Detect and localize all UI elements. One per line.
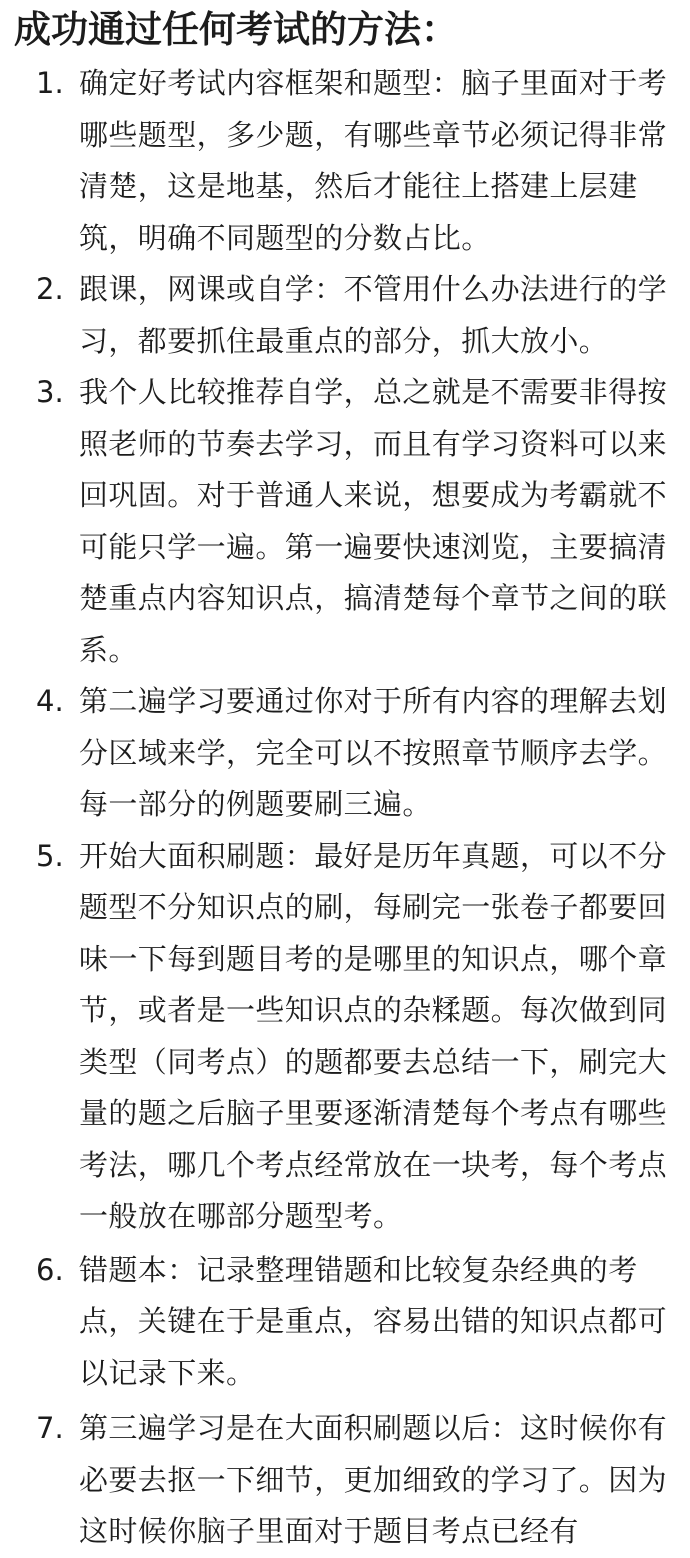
list-item [36,676,680,831]
list-item-text: 第三遍学习是在大面积刷题以后：这时候你有必要去抠一下细节，更加细致的学习了。因为这时候你脑子里面对于题目考点已经有 [79,1411,668,1548]
list-item-number: 5. [36,838,64,873]
list-item-text: 我个人比较推荐自学，总之就是不需要非得按照老师的节奏去学习，而且有学习资料可以来回巩固。对于普通人来说，想要成为考霸就不可能只学一遍。第一遍要快速浏览，主要搞清楚重点内容知识点，搞清楚每个章节之间的联系。 [79,375,668,667]
list-item-number: 3. [36,375,64,409]
list-item-text: 开始大面积刷题：最好是历年真题，可以不分题型不分知识点的刷，每刷完一张卷子都要回味一下每到题目考的是哪里的知识点，哪个章节，或者是一些知识点的杂糅题。每次做到同类型（同考点）的题都要去总结一下，刷完大量的题之后脑子里要逐渐清楚每个考点有哪些考法，哪几个考点经常放在一块考，每个考点一般放在哪部分题型考。 [79,838,668,1233]
list-item-text: 第二遍学习要通过你对于所有内容的理解去划分区域来学，完全可以不按照章节顺序去学。每一部分的例题要刷三遍。 [79,684,668,821]
list-item-number: 6. [36,1252,64,1287]
list-item [36,264,680,367]
list-item-text: 错题本：记录整理错题和比较复杂经典的考点，关键在于是重点，容易出错的知识点都可以记录下来。 [79,1252,668,1390]
list-item-number: 4. [36,684,64,718]
list-item [36,58,680,264]
document-title: 成功通过任何考试的方法： [14,8,458,51]
list-item-number: 7. [36,1411,64,1445]
list-item [36,1403,680,1558]
list-item [36,1245,680,1400]
list-item [36,831,680,1243]
list-item-number: 1. [36,66,64,100]
list-item-number: 2. [36,272,64,306]
list-item [36,367,680,676]
list-item-text: 跟课，网课或自学：不管用什么办法进行的学习，都要抓住最重点的部分，抓大放小。 [79,272,668,358]
list-item-text: 确定好考试内容框架和题型：脑子里面对于考哪些题型，多少题，有哪些章节必须记得非常清楚，这是地基，然后才能往上搭建上层建筑，明确不同题型的分数占比。 [79,66,668,255]
method-list [36,58,680,1558]
